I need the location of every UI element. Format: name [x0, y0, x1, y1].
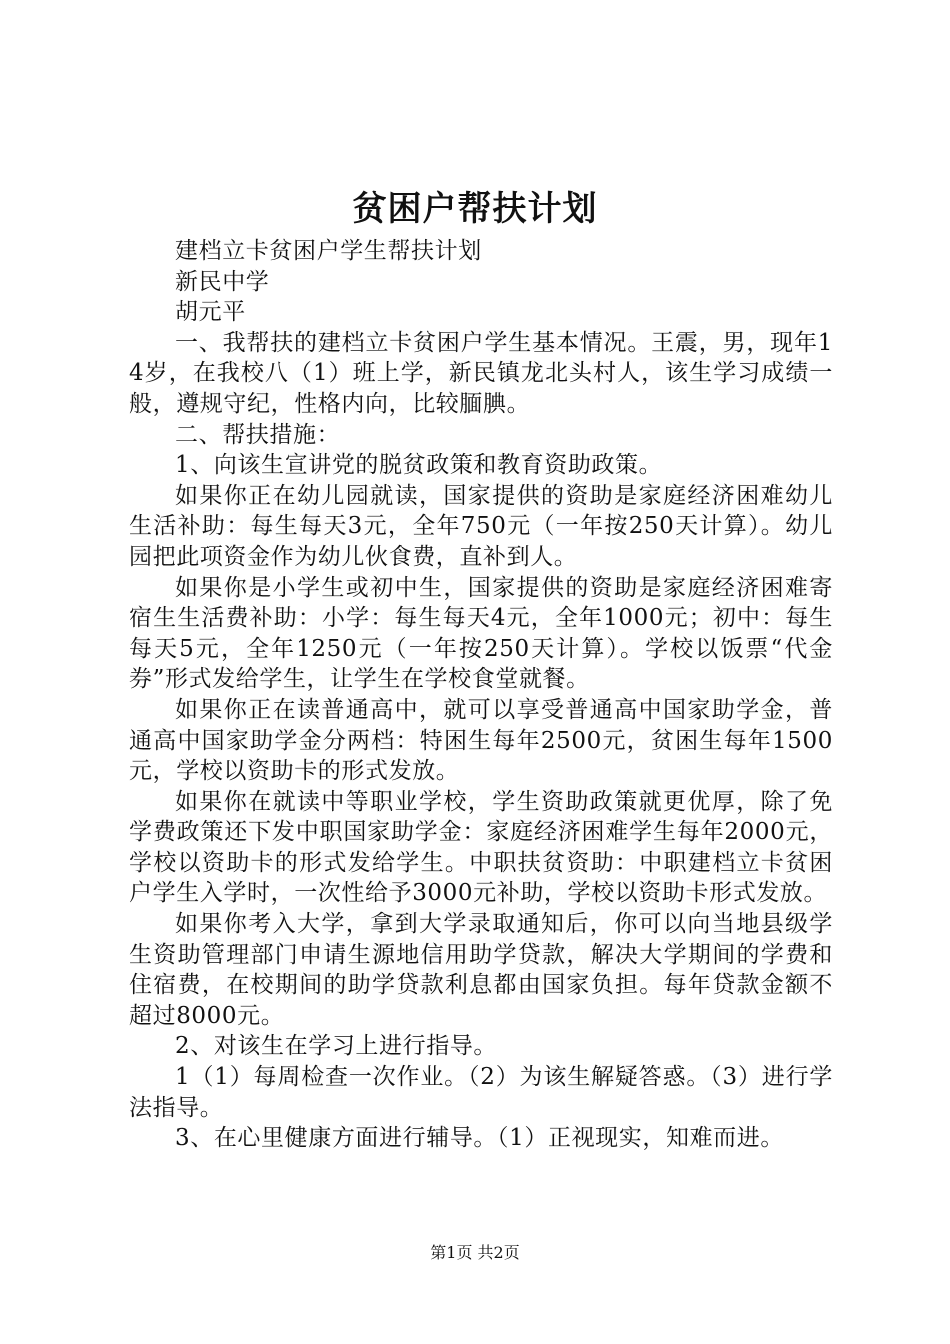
- paragraph-subtitle: 建档立卡贫困户学生帮扶计划: [175, 238, 482, 264]
- paragraph-measure-2: 2、对该生在学习上进行指导。: [175, 1033, 498, 1060]
- paragraph-school: 新民中学: [175, 268, 270, 295]
- paragraph-kindergarten-aid: 如果你正在幼儿园就读，国家提供的资助是家庭经济困难幼儿生活补助：每生每天3元，全年750元（一年按250天计算）。幼儿园把此项资金作为幼儿伙食费，直补到人。: [129, 482, 833, 570]
- paragraph-vocational-aid: 如果你在就读中等职业学校，学生资助政策就更优厚，除了免学费政策还下发中职国家助学金：家庭经济困难学生每年2000元，学校以资助卡的形式发给学生。中职扶贫资助：中职建档立卡贫困户学生入学时，一次性给予3000元补助，学校以资助卡形式发放。: [129, 788, 833, 907]
- document-title: 贫困户帮扶计划: [352, 189, 598, 229]
- page-footer: 第1页 共2页: [430, 1243, 520, 1262]
- paragraph-author: 胡元平: [175, 299, 246, 326]
- paragraph-primary-middle-aid: 如果你是小学生或初中生，国家提供的资助是家庭经济困难寄宿生生活费补助：小学：每生每天4元，全年1000元；初中：每生每天5元，全年1250元（一年按250天计算）。学校以饭票“代金券”形式发给学生，让学生在学校食堂就餐。: [129, 574, 833, 693]
- paragraph-university-aid: 如果你考入大学，拿到大学录取通知后，你可以向当地县级学生资助管理部门申请生源地信用助学贷款，解决大学期间的学费和住宿费，在校期间的助学贷款利息都由国家负担。每年贷款金额不超过8000元。: [129, 911, 833, 1029]
- paragraph-study-guidance: 1（1）每周检查一次作业。（2）为该生解疑答惑。（3）进行学法指导。: [129, 1064, 833, 1121]
- document-body: [129, 236, 833, 1154]
- paragraph-measure-1: 1、向该生宣讲党的脱贫政策和教育资助政策。: [175, 452, 663, 479]
- paragraph-high-school-aid: 如果你正在读普通高中，就可以享受普通高中国家助学金，普通高中国家助学金分两档：特困生每年2500元，贫困生每年1500元，学校以资助卡的形式发放。: [129, 696, 833, 785]
- paragraph-measure-3: 3、在心里健康方面进行辅导。（1）正视现实，知难而进。: [175, 1125, 784, 1152]
- paragraph-section-2-heading: 二、帮扶措施：: [175, 421, 341, 448]
- paragraph-section-1: 一、我帮扶的建档立卡贫困户学生基本情况。王震，男，现年14岁，在我校八（1）班上学，新民镇龙北头村人，该生学习成绩一般，遵规守纪，性格内向，比较腼腆。: [129, 329, 833, 417]
